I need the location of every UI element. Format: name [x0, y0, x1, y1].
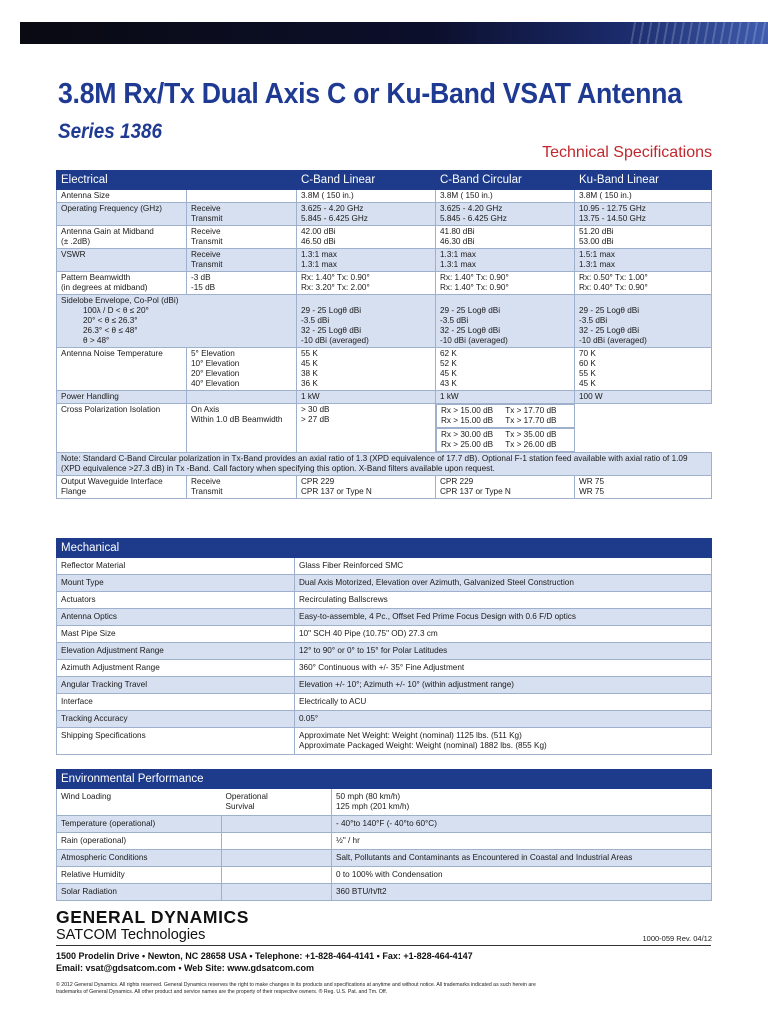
electrical-note-row — [57, 453, 712, 476]
mechanical-row — [57, 626, 712, 643]
param-sub — [187, 391, 297, 404]
header-c-band-linear: C-Band Linear — [297, 171, 436, 190]
electrical-row — [57, 391, 712, 404]
address-line: 1500 Prodelin Drive • Newton, NC 28658 USA • Telephone: +1-828-464-4141 • Fax: +1-828-464-4147 — [56, 951, 473, 961]
param-label: Relative Humidity — [57, 867, 222, 884]
param-label: Solar Radiation — [57, 884, 222, 901]
value-c-band-circular: 29 - 25 Logθ dBi -3.5 dBi 32 - 25 Logθ dBi -10 dBi (averaged) — [436, 295, 575, 348]
value-ku-band-linear: Rx: 0.50° Tx: 1.00° Rx: 0.40° Tx: 0.90° — [575, 272, 712, 295]
param-label: Reflector Material — [57, 558, 295, 575]
mechanical-row — [57, 677, 712, 694]
param-value: ½" / hr — [332, 833, 712, 850]
environment-table — [56, 769, 712, 901]
param-label: Shipping Specifications — [57, 728, 295, 755]
param-sub — [222, 850, 332, 867]
param-label: Atmospheric Conditions — [57, 850, 222, 867]
param-sub: Receive Transmit — [187, 476, 297, 499]
electrical-note: Note: Standard C-Band Circular polarization in Tx-Band provides an axial ratio of 1.3 (XPD equivalence of 17.7 dB). Optional F-1 station feed available with axial ratio of 1.09 (XPD equivalence >27.3 dB) in Tx -Band. Call factory when specifying this option. X-Band filters available upon request. — [57, 453, 712, 476]
environment-row — [57, 789, 712, 816]
param-sub — [222, 816, 332, 833]
param-value: Easy-to-assemble, 4 Pc., Offset Fed Prime Focus Design with 0.6 F/D optics — [295, 609, 712, 626]
electrical-row — [57, 249, 712, 272]
mechanical-header: Mechanical — [57, 539, 712, 558]
param-value: 0.05° — [295, 711, 712, 728]
param-sub: Receive Transmit — [187, 203, 297, 226]
param-name: Sidelobe Envelope, Co-Pol (dBi) — [61, 296, 179, 305]
param-label: Rain (operational) — [57, 833, 222, 850]
rx-values: Rx > 30.00 dB Rx > 25.00 dB — [441, 430, 494, 449]
param-sub: Receive Transmit — [187, 249, 297, 272]
legal-notice: © 2012 General Dynamics. All rights reserved. General Dynamics reserves the right to make changes in its products and specifications at anytime and without notice. All trademarks indicated as such herein are trademarks of General Dynamics. All other product and service names are the property of their respective owners. ® Reg. U.S. Pat. and Tm. Off. — [56, 982, 536, 995]
value-c-band-linear: 42.00 dBi 46.50 dBi — [297, 226, 436, 249]
param-label: Mast Pipe Size — [57, 626, 295, 643]
tx-values: Tx > 35.00 dB Tx > 26.00 dB — [505, 430, 557, 449]
value-c-band-linear: 1 kW — [297, 391, 436, 404]
param-value: 0 to 100% with Condensation — [332, 867, 712, 884]
electrical-row — [57, 190, 712, 203]
environment-row — [57, 867, 712, 884]
param-sub — [222, 884, 332, 901]
value-c-band-circular: 1.3:1 max 1.3:1 max — [436, 249, 575, 272]
electrical-row — [57, 203, 712, 226]
value-c-band-linear: 3.625 - 4.20 GHz 5.845 - 6.425 GHz — [297, 203, 436, 226]
value-c-band-circular: 3.8M ( 150 in.) — [436, 190, 575, 203]
environment-row — [57, 884, 712, 901]
param-label — [57, 295, 297, 348]
value-c-band-circular: 3.625 - 4.20 GHz 5.845 - 6.425 GHz — [436, 203, 575, 226]
tx-values: Tx > 17.70 dB Tx > 17.70 dB — [505, 406, 557, 425]
environment-header: Environmental Performance — [57, 770, 712, 789]
value-c-band-linear: 29 - 25 Logθ dBi -3.5 dBi 32 - 25 Logθ dBi -10 dBi (averaged) — [297, 295, 436, 348]
electrical-table — [56, 170, 712, 499]
sidelobe-angles: 100λ / D < θ ≤ 20° 20° < θ ≤ 26.3° 26.3° < θ ≤ 48° θ > 48° — [83, 306, 149, 345]
mechanical-row — [57, 694, 712, 711]
email-web-line: Email: vsat@gdsatcom.com • Web Site: www.gdsatcom.com — [56, 963, 314, 973]
param-label: Temperature (operational) — [57, 816, 222, 833]
param-value: Electrically to ACU — [295, 694, 712, 711]
mechanical-row — [57, 711, 712, 728]
environment-row — [57, 850, 712, 867]
value-c-band-linear: 55 K 45 K 38 K 36 K — [297, 348, 436, 391]
mechanical-row — [57, 558, 712, 575]
electrical-row — [57, 404, 712, 453]
tech-spec-label: Technical Specifications — [542, 144, 712, 161]
value-c-band-linear: 1.3:1 max 1.3:1 max — [297, 249, 436, 272]
param-label: Pattern Beamwidth (in degrees at midband) — [57, 272, 187, 295]
revision-code: 1000-059 Rev. 04/12 — [642, 934, 712, 943]
electrical-row — [57, 476, 712, 499]
rx-values: Rx > 15.00 dB Rx > 15.00 dB — [441, 406, 494, 425]
param-label: Mount Type — [57, 575, 295, 592]
footer-divider — [56, 945, 711, 946]
param-value: 12° to 90° or 0° to 15° for Polar Latitudes — [295, 643, 712, 660]
param-sub — [222, 867, 332, 884]
param-sub: Operational Survival — [222, 789, 332, 816]
param-label: Angular Tracking Travel — [57, 677, 295, 694]
param-value: Dual Axis Motorized, Elevation over Azimuth, Galvanized Steel Construction — [295, 575, 712, 592]
mechanical-row — [57, 643, 712, 660]
param-sub — [187, 190, 297, 203]
electrical-header-row — [57, 171, 712, 190]
param-label: Elevation Adjustment Range — [57, 643, 295, 660]
value-c-band-linear: CPR 229 CPR 137 or Type N — [297, 476, 436, 499]
top-banner — [20, 22, 768, 44]
footer-contact — [56, 950, 473, 974]
value-ku-band-linear: WR 75 WR 75 — [575, 476, 712, 499]
param-label: Tracking Accuracy — [57, 711, 295, 728]
value-c-band-linear: 3.8M ( 150 in.) — [297, 190, 436, 203]
param-label: Wind Loading — [57, 789, 222, 816]
value-c-band-linear: Rx: 1.40° Tx: 0.90° Rx: 3.20° Tx: 2.00° — [297, 272, 436, 295]
electrical-header: Electrical — [57, 171, 297, 190]
environment-row — [57, 816, 712, 833]
value-c-band-circular: 62 K 52 K 45 K 43 K — [436, 348, 575, 391]
param-label: Power Handling — [57, 391, 187, 404]
value-ku-band-linear: 51.20 dBi 53.00 dBi — [575, 226, 712, 249]
param-sub: 5° Elevation 10° Elevation 20° Elevation 40° Elevation — [187, 348, 297, 391]
page-title: 3.8M Rx/Tx Dual Axis C or Ku-Band VSAT Antenna — [58, 78, 682, 110]
value-ku-band-linear: 10.95 - 12.75 GHz 13.75 - 14.50 GHz — [575, 203, 712, 226]
value-c-band-circular: Rx: 1.40° Tx: 0.90° Rx: 1.40° Tx: 0.90° — [436, 272, 575, 295]
environment-header-row — [57, 770, 712, 789]
mechanical-row — [57, 575, 712, 592]
mechanical-header-row — [57, 539, 712, 558]
param-value: Salt, Pollutants and Contaminants as Encountered in Coastal and Industrial Areas — [332, 850, 712, 867]
mechanical-row — [57, 592, 712, 609]
value-c-band-circular: CPR 229 CPR 137 or Type N — [436, 476, 575, 499]
electrical-row — [57, 348, 712, 391]
param-value: - 40°to 140°F (- 40°to 60°C) — [332, 816, 712, 833]
value-ku-band-linear: 70 K 60 K 55 K 45 K — [575, 348, 712, 391]
value-c-band-circular: 41.80 dBi 46.30 dBi — [436, 226, 575, 249]
param-sub — [222, 833, 332, 850]
mechanical-row — [57, 609, 712, 626]
param-value: Glass Fiber Reinforced SMC — [295, 558, 712, 575]
division-name: SATCOM Technologies — [56, 927, 206, 943]
param-label: Antenna Gain at Midband (± .2dB) — [57, 226, 187, 249]
mechanical-row — [57, 728, 712, 755]
brand-logo-text: GENERAL DYNAMICS — [56, 907, 250, 927]
param-value: Elevation +/- 10°; Azimuth +/- 10° (within adjustment range) — [295, 677, 712, 694]
value-ku-band-linear: 3.8M ( 150 in.) — [575, 190, 712, 203]
param-label: Cross Polarization Isolation — [57, 404, 187, 453]
electrical-row — [57, 295, 712, 348]
param-label: Interface — [57, 694, 295, 711]
value-c-band-circular: 1 kW — [436, 391, 575, 404]
param-label: Antenna Noise Temperature — [57, 348, 187, 391]
header-c-band-circular: C-Band Circular — [436, 171, 575, 190]
electrical-row — [57, 226, 712, 249]
param-value: Recirculating Ballscrews — [295, 592, 712, 609]
param-value: 50 mph (80 km/h) 125 mph (201 km/h) — [332, 789, 712, 816]
param-value: Approximate Net Weight: Weight (nominal) 1125 lbs. (511 Kg) Approximate Packaged Weight: Weight (nominal) 1882 lbs. (855 Kg) — [295, 728, 712, 755]
mechanical-table — [56, 538, 712, 755]
param-label: VSWR — [57, 249, 187, 272]
param-label: Antenna Optics — [57, 609, 295, 626]
value-c-band-linear: > 30 dB > 27 dB — [297, 404, 436, 453]
param-label: Operating Frequency (GHz) — [57, 203, 187, 226]
value-ku-band-linear — [436, 428, 575, 452]
mechanical-row — [57, 660, 712, 677]
value-ku-band-linear: 29 - 25 Logθ dBi -3.5 dBi 32 - 25 Logθ dBi -10 dBi (averaged) — [575, 295, 712, 348]
param-sub: -3 dB -15 dB — [187, 272, 297, 295]
param-label: Output Waveguide Interface Flange — [57, 476, 187, 499]
value-ku-band-linear: 1.5:1 max 1.3:1 max — [575, 249, 712, 272]
header-ku-band-linear: Ku-Band Linear — [575, 171, 712, 190]
param-sub: Receive Transmit — [187, 226, 297, 249]
value-c-band-circular — [436, 404, 575, 428]
param-sub: On Axis Within 1.0 dB Beamwidth — [187, 404, 297, 453]
electrical-row — [57, 272, 712, 295]
param-value: 10" SCH 40 Pipe (10.75" OD) 27.3 cm — [295, 626, 712, 643]
param-label: Antenna Size — [57, 190, 187, 203]
environment-row — [57, 833, 712, 850]
value-ku-band-linear: 100 W — [575, 391, 712, 404]
param-label: Azimuth Adjustment Range — [57, 660, 295, 677]
param-label: Actuators — [57, 592, 295, 609]
param-value: 360 BTU/h/ft2 — [332, 884, 712, 901]
series-subtitle: Series 1386 — [58, 120, 163, 143]
param-value: 360° Continuous with +/- 35° Fine Adjustment — [295, 660, 712, 677]
